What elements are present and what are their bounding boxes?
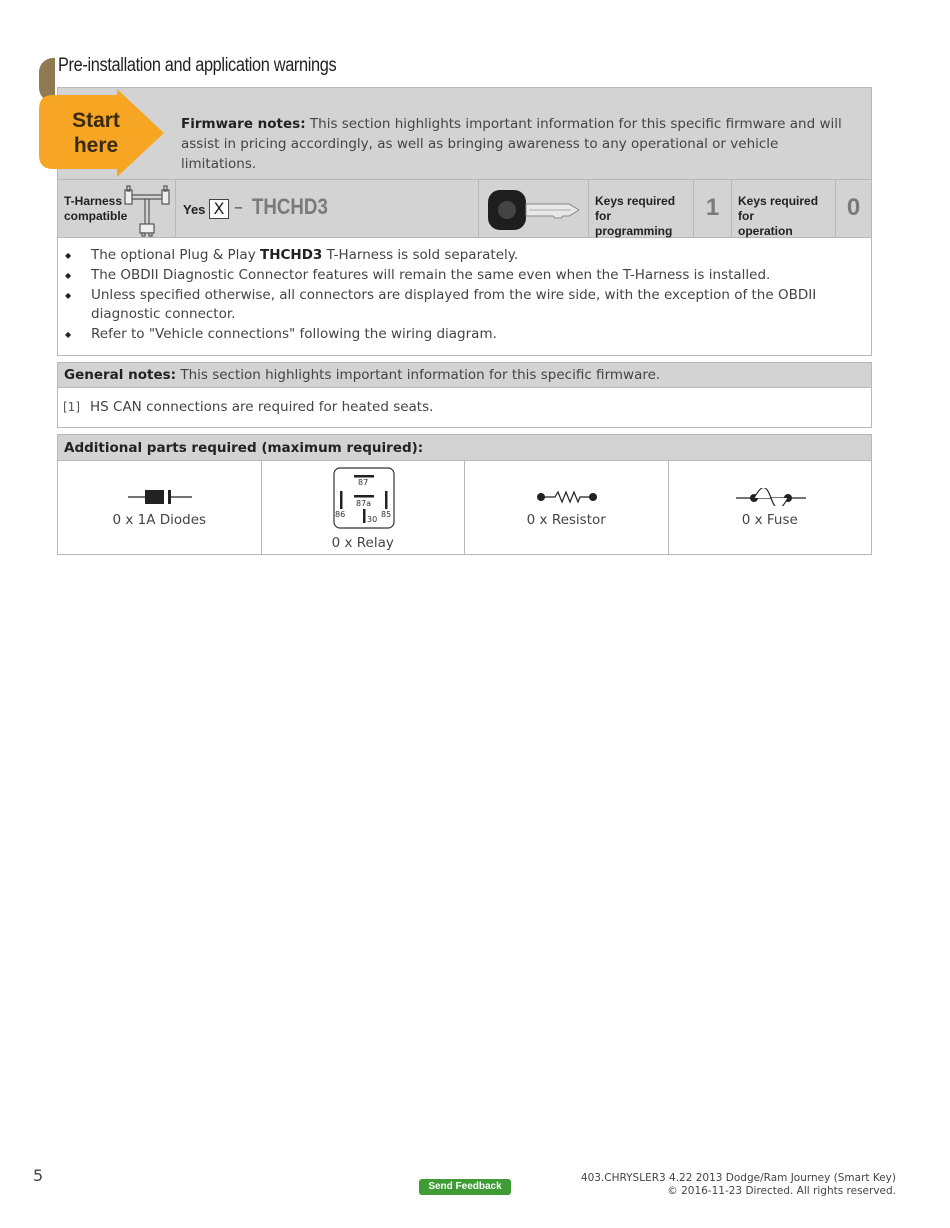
- diode-icon: [128, 489, 192, 505]
- general-notes-header: General notes: This section highlights important information for this specific firmware.: [57, 362, 872, 388]
- note-number: [1]: [63, 400, 80, 414]
- list-item: ◆ Refer to "Vehicle connections" following the wiring diagram.: [91, 325, 871, 345]
- firmware-notes-text: Firmware notes: This section highlights important information for this specific firmware and will assist in pricing accordingly, as well as bringing awareness to any operational or vehicle limitations.: [181, 116, 842, 172]
- relay-pin-86: 86: [334, 510, 345, 519]
- page-title: Pre-installation and application warnings: [58, 55, 337, 76]
- relay-pin-87: 87: [357, 478, 368, 487]
- firmware-bullet-list: [57, 238, 872, 356]
- note-text: HS CAN connections are required for heated seats.: [90, 399, 434, 415]
- harness-model-cell: [176, 180, 479, 237]
- relay-pin-30: 30: [366, 515, 377, 524]
- list-item: ◆ The OBDII Diagnostic Connector features will remain the same even when the T-Harness is installed.: [91, 266, 871, 286]
- key-icon: [487, 189, 581, 231]
- general-notes-body: [57, 387, 872, 428]
- start-here-label: Start here: [72, 109, 120, 157]
- relay-icon: [333, 467, 395, 529]
- tharness-compatible-label: T-Harness compatible: [64, 194, 128, 223]
- resistor-label: 0 x Resistor: [526, 512, 606, 528]
- t-harness-icon: [124, 182, 170, 237]
- harness-model-name: THCHD3: [252, 194, 328, 219]
- relay-pin-85: 85: [380, 510, 391, 519]
- info-bar: [57, 179, 872, 238]
- list-item: ◆ The optional Plug & Play THCHD3 T-Harness is sold separately.: [91, 246, 871, 266]
- copyright: © 2016-11-23 Directed. All rights reserved.: [667, 1185, 896, 1197]
- keys-programming-value-cell: [694, 180, 732, 237]
- keys-operation-cell: [732, 180, 836, 237]
- tharness-compatible-cell: [58, 180, 176, 237]
- page-number: 5: [33, 1166, 44, 1185]
- document-footer: [581, 1172, 896, 1198]
- relay-label: 0 x Relay: [331, 535, 394, 551]
- additional-parts-grid: [57, 460, 872, 555]
- diodes-label: 0 x 1A Diodes: [112, 512, 207, 528]
- document-id: 403.CHRYSLER3 4.22 2013 Dodge/Ram Journey (Smart Key): [580, 1172, 896, 1184]
- diodes-cell: [58, 461, 262, 554]
- fuse-icon: [736, 488, 806, 506]
- relay-pin-87a: 87a: [355, 499, 371, 508]
- relay-cell: [262, 461, 466, 554]
- resistor-icon: [535, 490, 599, 504]
- general-notes-label: General notes:: [64, 367, 177, 383]
- keys-programming-cell: [589, 180, 694, 237]
- yes-label: Yes: [183, 202, 206, 217]
- send-feedback-button[interactable]: Send Feedback: [419, 1179, 511, 1195]
- dash-separator: –: [234, 197, 243, 218]
- keys-programming-label: Keys required for programming: [595, 194, 676, 238]
- keys-programming-value: 1: [705, 194, 720, 221]
- keys-operation-label: Keys required for operation: [738, 194, 819, 238]
- fuse-label: 0 x Fuse: [741, 512, 798, 528]
- key-cell: [479, 180, 589, 237]
- fuse-cell: [669, 461, 872, 554]
- firmware-notes-label: Firmware notes:: [181, 116, 306, 132]
- keys-operation-value-cell: [836, 180, 871, 237]
- additional-parts-header: Additional parts required (maximum required):: [57, 434, 872, 461]
- list-item: ◆ Unless specified otherwise, all connectors are displayed from the wire side, with the exception of the OBDII diagnostic connector.: [91, 286, 871, 326]
- yes-checkbox: X: [209, 199, 229, 219]
- keys-operation-value: 0: [846, 194, 861, 221]
- resistor-cell: [465, 461, 669, 554]
